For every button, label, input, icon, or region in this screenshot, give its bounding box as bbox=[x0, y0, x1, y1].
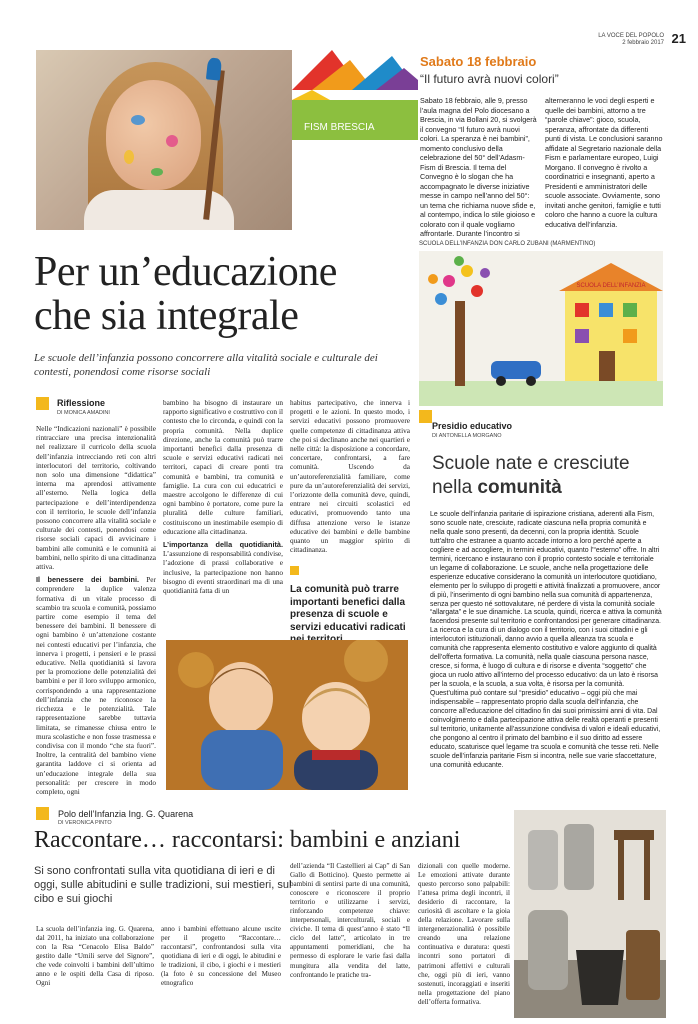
event-title: “Il futuro avrà nuovi colori” bbox=[420, 72, 559, 86]
fism-logo-band bbox=[292, 100, 418, 140]
window bbox=[623, 329, 637, 343]
bottom-col4-text: dizionali con quelle moderne. Le emozioni attivate durante questo percorso sono palpabili: l’attesa prima degli incontri, il desiderio di raccontare, la curiosità di ascoltare e la gioia della relazione. Lavorare sulla intergenerazionalità è possibile creando una relazione continuativa e duratura: questi incontri sono portatori di patrimoni affettivi e culturali che, oggi più di ieri, vanno sostenuti, incoraggiati e inseriti nella progettazione del piano dell’offerta formativa. bbox=[418, 862, 510, 1006]
house-sign: SCUOLA DELL’INFANZIA bbox=[576, 283, 646, 289]
leaf bbox=[454, 256, 464, 266]
bottom-col-4 bbox=[418, 862, 510, 1007]
main-col1-heading: Il benessere dei bambini. bbox=[36, 575, 140, 585]
leaf bbox=[480, 268, 490, 278]
main-col2-heading: L’importanza della quotidianità. bbox=[163, 540, 283, 550]
brush-tip bbox=[206, 57, 222, 80]
wooden-tub bbox=[626, 930, 660, 1000]
main-col2-p2: L’assunzione di responsabilità condivise, l’adozione di prassi collaborative e inclusive, la partecipazione non hanno bisogno di eventi straordinari ma di una quotidianità fatta di un bbox=[163, 549, 283, 596]
main-rubric: Riflessione bbox=[57, 398, 106, 408]
leaf-bokeh bbox=[344, 640, 388, 682]
stool-leg bbox=[644, 840, 650, 900]
fism-logo-label: FISM BRESCIA bbox=[304, 122, 375, 133]
logo-shape-yellow bbox=[292, 90, 330, 100]
event-col-2 bbox=[545, 96, 665, 229]
paint-spot bbox=[151, 168, 163, 176]
bottom-title: Raccontare… raccontarsi: bambini e anziani bbox=[34, 827, 461, 853]
presidio-byline: DI ANTONELLA MORGANO bbox=[432, 433, 502, 439]
bottom-col-3 bbox=[290, 862, 410, 980]
leaf bbox=[428, 274, 438, 284]
leaf bbox=[461, 265, 473, 277]
school-drawing-photo bbox=[419, 251, 663, 406]
presidio-body bbox=[430, 511, 662, 771]
milk-can-large bbox=[528, 910, 568, 990]
main-subtitle: Le scuole dell’infanzia possono concorrere alla vitalità sociale e culturale dei contesti, ponendosi come risorse sociali bbox=[34, 352, 378, 378]
photo-caption: SCUOLA DELL’INFANZIA DON CARLO ZUBANI (MARMENTINO) bbox=[419, 241, 596, 247]
milk-can bbox=[528, 830, 558, 890]
main-col-3 bbox=[290, 398, 410, 554]
leaf-bokeh bbox=[178, 652, 214, 688]
child-left-head bbox=[209, 662, 273, 734]
car-body bbox=[491, 361, 541, 379]
paper-name: LA VOCE DEL POPOLO bbox=[598, 33, 664, 39]
presidio-title-line2b: comunità bbox=[477, 477, 562, 498]
main-col1-p1: Nelle “Indicazioni nazionali” è possibile rintracciare una precisa intenzionalità nel realizzare il curricolo della scuola dell’infanzia intrecciando reti con altri interlocutori del territorio, coltivando non solo una dimensione “didattica” interna ma aprendosi attivamente all’esterno. Nella logica della partecipazione e dell’interdipendenza con il territorio, le scuole dell’infanzia possono concorrere alla vitalità sociale e culturale dei contesti, ponendosi come risorse sociali capaci di avvicinare i bambini alle comunità e le comunità ai bambini, nello spirito di una cittadinanza attiva. bbox=[36, 424, 156, 572]
bottom-col-2 bbox=[161, 925, 281, 988]
child-right-head bbox=[302, 682, 370, 754]
window bbox=[623, 303, 637, 317]
paint-spot bbox=[131, 115, 145, 125]
bottom-col2-text: anno i bambini effettuano alcune uscite per il progetto “Raccontare… raccontarsi”, confrontandosi sulla vita quotidiana di ieri e di oggi, le abitudini e le tradizioni, il cibo, i giochi e i mestieri (la foto è su concessione del Museo etnografico bbox=[161, 925, 281, 988]
hero-photo-child-painter bbox=[36, 50, 292, 230]
event-col-1 bbox=[420, 96, 538, 239]
house-door bbox=[599, 351, 615, 381]
event-text-1: Sabato 18 febbraio, alle 9, presso l’aula magna del Polo diocesano a Brescia, in via Bollani 20, si svolgerà il convegno “Il futuro avrà nuovi colori. La speranza è nei bambini”, momento conclusivo della celebrazione del 50° dell’Adasm-Fism di Brescia. Il tema del Convegno è lo slogan che ha accompagnato le diverse iniziative messe in campo nell’anno del 50°: un tema che richiama nuove sfide e, al contempo, indica lo stile gioioso e colorato con il quale vogliamo affrontarle. Durante l’incontro si bbox=[420, 96, 537, 238]
drawing-illustration bbox=[419, 251, 663, 406]
main-title-line1: Per un’educazione bbox=[34, 249, 337, 295]
main-title bbox=[34, 250, 404, 338]
milk-cans-illustration bbox=[514, 810, 666, 1018]
main-col-1 bbox=[36, 424, 156, 796]
presidio-title-line1: Scuole nate e cresciute bbox=[432, 453, 630, 474]
bottom-col1-text: La scuola dell’infanzia ing. G. Quarena, dal 2011, ha iniziato una collaborazione con la Rsa “Cenacolo Elisa Baldo” gestito dalle “Umili serve del Signore”, che vede coinvolti i bambini dell’ultimo anno e le ospiti della Casa di riposo. Ogni bbox=[36, 925, 154, 988]
page-number: 21 bbox=[671, 31, 686, 46]
paint-spot bbox=[166, 135, 178, 147]
paint-spot bbox=[124, 150, 134, 164]
leaf bbox=[435, 293, 447, 305]
main-col2-p1: bambino ha bisogno di instaurare un rapporto significativo e costruttivo con il contesto che lo circonda, e quindi con la propria comunità. Nella duplice direzione, anche la comunità può trarre importanti benefici dalla presenza di scuole e servizi educativi radicati nei territori, capaci di creare ponti tra comunità e bambini, tra comunità e famiglie. La cura con cui educatrici e maestre accolgono le differenze di cui ogni bambino è portatore, come pure la pluralità delle culture familiari, costituiscono un inestimabile esempio di educazione alla cittadinanza. bbox=[163, 398, 283, 536]
event-date: Sabato 18 febbraio bbox=[420, 54, 537, 69]
window bbox=[599, 303, 613, 317]
bottom-subtitle: Si sono confrontati sulla vita quotidiana di ieri e di oggi, sulle abitudini e sulle tradizioni, sui mestieri, sul cibo e sui giochi bbox=[34, 865, 292, 905]
milk-can bbox=[564, 824, 594, 890]
main-title-line2: che sia integrale bbox=[34, 293, 299, 339]
bottom-col3-text: dell’azienda “Il Castellieri ai Cap” di San Gallo di Botticino). Questo permette ai bambini di sentirsi parte di una comunità, conoscere e riconoscere il proprio territorio e utilizzarne i servizi, rinforzando competenze chiave: interpersonali, interculturali, sociali e civiche. Il tema di quest’anno è stato “Il ciclo del latte”, articolato in tre appuntamenti pomeridiani, che ha permesso di esplorare le varie fasi dalla mungitura alla vendita del latte, confrontando le pratiche tra- bbox=[290, 862, 410, 979]
bottom-byline: DI VERONICA PINTO bbox=[58, 820, 112, 826]
presidio-marker bbox=[419, 410, 432, 423]
leaf bbox=[443, 275, 455, 287]
main-col-2 bbox=[163, 398, 283, 595]
tree-trunk bbox=[455, 301, 465, 386]
bottom-col-1 bbox=[36, 925, 154, 988]
page-header bbox=[598, 33, 664, 47]
stool-leg bbox=[618, 840, 624, 900]
car-wheel bbox=[526, 376, 536, 386]
children-photo bbox=[166, 640, 408, 790]
milk-cans-photo bbox=[514, 810, 666, 1018]
rubric-marker bbox=[36, 397, 49, 410]
presidio-rubric: Presidio educativo bbox=[432, 421, 513, 431]
issue-date: 2 febbraio 2017 bbox=[622, 40, 664, 46]
car-wheel bbox=[496, 376, 506, 386]
event-text-2: alterneranno le voci degli esperti e quelle dei bambini, attorno a tre “parole chiave”: gioco, scuola, speranza, affrontate da differenti punti di vista. Le conclusioni saranno affidate al Segretario nazionale della Fism e parlamentare europeo, Luigi Morgano. Il convegno è rivolto a coordinatrici e insegnanti, aperto a Presidenti e amministratori delle scuole associate. Ovviamente, sono invitati anche genitori, famiglie e tutti coloro che hanno a cuore la cultura educativa dell’infanzia. bbox=[545, 96, 663, 229]
child-left-sweater bbox=[201, 730, 283, 790]
presidio-title-line2a: nella bbox=[432, 477, 478, 498]
bucket bbox=[576, 950, 624, 1005]
main-col3-p1: habitus partecipativo, che innerva i progetti e le azioni. In questo modo, i servizi educativi possono promuovere quelle competenze di cittadinanza attiva che poi si declinano anche nei quartieri e nelle città: la disposizione a concordare, concertare, confrontarsi, a fare comunità. Uscendo da un’autoreferenzialità familiare, come pure da un’autoreferenzialità dei servizi, l’orizzonte della comunità deve, quindi, entrare nei circuiti scolastici ed educativi, promuovendo tanto una diffusa attenzione verso le istanze educative dei bambini e delle bambine quanto un maggior spirito di cittadinanza. bbox=[290, 398, 410, 555]
main-byline: DI MONICA AMADINI bbox=[57, 410, 110, 416]
presidio-text: Le scuole dell’infanzia paritarie di ispirazione cristiana, aderenti alla Fism, sono scuole nate, cresciute, radicate ciascuna nella propria comunità e nella quale sono presenti, da decenni, con la propria identità. Scuole tutt’altro che estranee a quanto accade intorno a loro perché aperte a cogliere e ad accogliere, in termini educativi, quanto l’“esterno” offre. In altri termini, ricercano e instaurano con il proprio contesto sociale e territoriale un legame di collaborazione. Le scuole, anche nella progettazione delle esperienze educative considerano la comunità un interlocutore quotidiano, elemento per lo sviluppo di progetti e attività finalizzati a promuovere, ancor di più, l’inserimento di ogni bambino nella sua comunità di appartenenza, senza per questo né sottovalutare, né perdere di vista la comunità sociale “allargata” e le sue dinamiche. La scuola, quindi, ricerca e attiva la comunità facendosi presente sul territorio e confrontandosi per generare cittadinanza. La ricerca e la cura di un dialogo con il territorio, con i suoi cittadini e gli interlocutori istituzionali, danno avvio a quella alleanza tra scuola e comunità che rappresenta elemento costitutivo e valore aggiunto di qualità dell’offerta formativa. La comunità, nella quale ciascuna persona nasce, cresce, si forma, è luogo di cultura e di risorse e diventa “soggetto” che gioca un ruolo attivo all’interno del processo educativo: da un lato è risorsa per la scuola, e la scuola, a sua volta, è risorsa per la comunità. Quest’ultima può contare sul “presidio” educativo – oggi più che mai indispensabile – rappresentato proprio dalla scuola dell’infanzia, che concorre all’educazione del cittadino fin dai suoi primissimi anni di vita. Dal coinvolgimento e dalla partecipazione attiva delle realtà operanti e presenti sul territorio, unitamente all’assunzione condivisa di valori e ideali educativi, che pongono al centro il primato del bambino e il suo diritto ad essere educato, scaturisce quel legame tra scuola e comunità che tesse reti. Nelle scuole dell’infanzia paritarie Fism si incontra, nelle sue varie sfaccettature, una comunità educante. bbox=[430, 511, 662, 769]
presidio-title bbox=[432, 452, 664, 500]
children-illustration bbox=[166, 640, 408, 790]
pullquote-marker bbox=[290, 566, 299, 575]
main-col1-p2: Per comprendere la duplice valenza formativa di un vitale processo di scambio tra scuola e comunità, possiamo partire come esempio il tema del benessere dei bambini. Il benessere di ogni bambino è un’attenzione costante nei contesti educativi per l’infanzia, che innerva i progetti, i pensieri e le prassi educative. Nella quotidianità si lavora per la promozione delle potenzialità dei bambini e per il loro sviluppo armonico, corrispondendo a una rappresentazione dell’infanzia che ne riconosce la ricchezza e le potenzialità. Tale rappresentazione sarebbe tuttavia limitata, se rimanesse chiusa entro le mura scolastiche e non fosse trasmessa e condivisa con il mondo “che sta fuori”. Inoltre, la centralità del bambino viene garantita laddove ci si orienta ad un’educazione integrale della sua personalità: per crescere in modo completo, ogni bbox=[36, 575, 156, 796]
leaf bbox=[471, 285, 483, 297]
pullquote: La comunità può trarre importanti benefici dalla presenza di scuole e servizi educativi radicati bbox=[290, 584, 406, 633]
bottom-rubric-marker bbox=[36, 807, 49, 820]
child-right-scarf bbox=[312, 750, 360, 760]
window bbox=[575, 303, 589, 317]
bottom-rubric: Polo dell’Infanzia Ing. G. Quarena bbox=[58, 809, 194, 819]
window bbox=[575, 329, 589, 343]
wooden-stool bbox=[614, 830, 654, 840]
